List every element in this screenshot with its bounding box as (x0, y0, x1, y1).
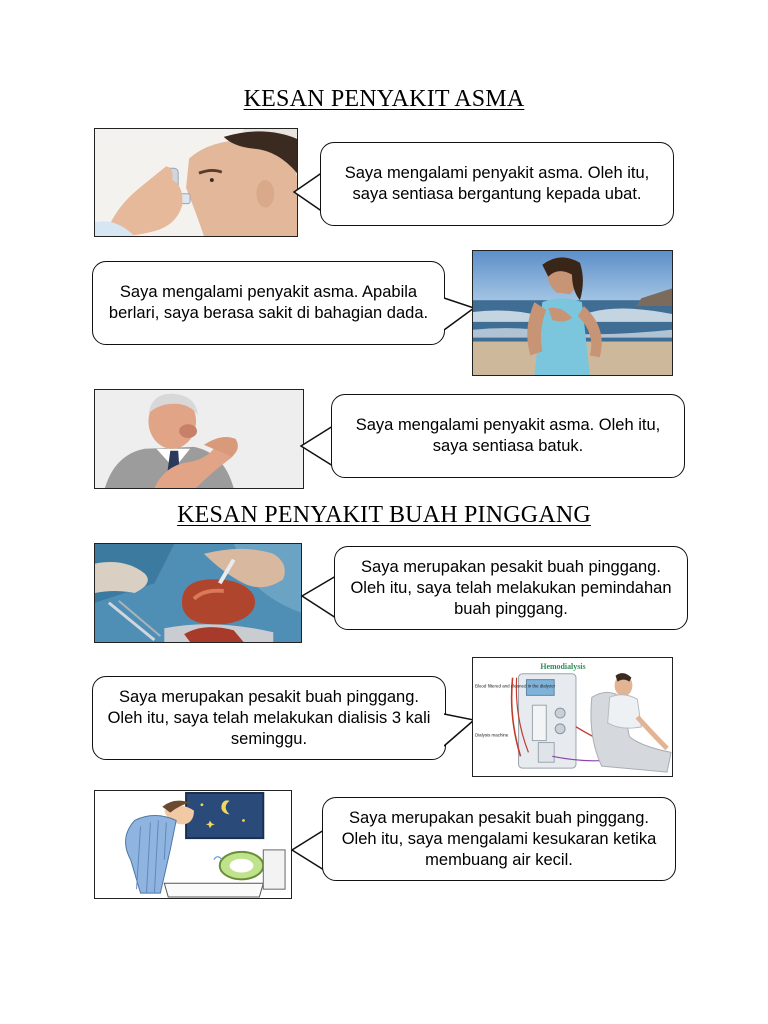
hemodialysis-diagram (472, 657, 673, 777)
speech-bubble: Saya mengalami penyakit asma. Oleh itu, saya sentiasa bergantung kepada ubat. (320, 142, 674, 226)
speech-bubble: Saya merupakan pesakit buah pinggang. Oleh itu, saya telah melakukan pemindahan buah pinggang. (334, 546, 688, 630)
old-man-coughing-photo (94, 389, 304, 489)
section-title-buah-pinggang: KESAN PENYAKIT BUAH PINGGANG (177, 502, 591, 528)
woman-on-beach-photo (472, 250, 673, 376)
speech-bubble: Saya merupakan pesakit buah pinggang. Oleh itu, saya mengalami kesukaran ketika membuang air kecil. (322, 797, 676, 881)
dialysis-label-blood: Blood filtered and cleaned in the dialyzer (474, 683, 556, 689)
kidney-transplant-photo (94, 543, 302, 643)
dialysis-label-machine: Dialysis machine (474, 732, 509, 738)
speech-bubble: Saya mengalami penyakit asma. Apabila berlari, saya berasa sakit di bahagian dada. (92, 261, 445, 345)
man-using-inhaler-photo (94, 128, 298, 237)
section-title-asma: KESAN PENYAKIT ASMA (243, 86, 525, 112)
dialysis-title: Hemodialysis (540, 661, 586, 671)
speech-bubble: Saya mengalami penyakit asma. Oleh itu, saya sentiasa batuk. (331, 394, 685, 478)
speech-bubble: Saya merupakan pesakit buah pinggang. Oleh itu, saya telah melakukan dialisis 3 kali seminggu. (92, 676, 446, 760)
man-at-toilet-illustration (94, 790, 292, 899)
